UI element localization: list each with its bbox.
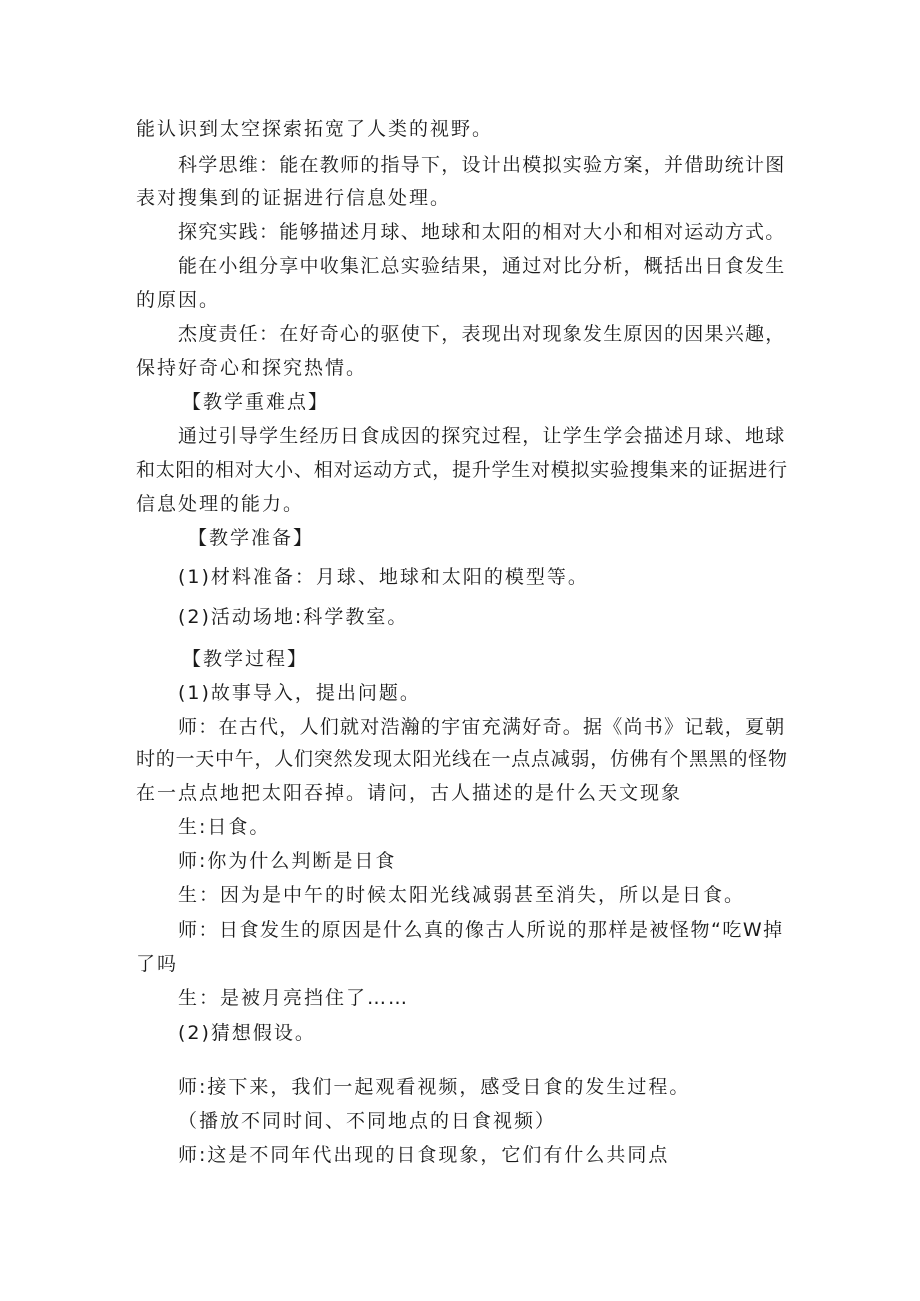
text-line-21: 生:日食。 [178, 816, 271, 838]
text-line-26: 生：是被月亮挡住了…… [178, 987, 410, 1009]
text-line-12: 信息处理的能力。 [136, 493, 305, 515]
text-line-4: 探究实践：能够描述月球、地球和太阳的相对大小和相对运动方式。 [178, 221, 786, 243]
text-line-6: 的原因。 [136, 289, 221, 311]
text-line-15: (2)活动场地:科学教室。 [178, 606, 409, 628]
text-line-7: 杰度责任：在好奇心的驱使下，表现出对现象发生原因的因果兴趣， [178, 323, 786, 345]
text-line-25: 了吗 [136, 953, 179, 975]
text-line-2: 科学思维：能在教师的指导下，设计出模拟实验方案，并借助统计图 [178, 154, 786, 176]
section-heading-preparation: 【教学准备】 [188, 527, 315, 549]
text-line-1: 能认识到太空探索拓宽了人类的视野。 [136, 118, 494, 140]
text-line-17: (1)故事导入，提出问题。 [178, 682, 421, 704]
text-line-23: 生：因为是中午的时候太阳光线减弱甚至消失，所以是日食。 [178, 884, 746, 906]
text-line-28: 师:接下来，我们一起观看视频，感受日食的发生过程。 [178, 1076, 691, 1098]
text-line-30: 师:这是不同年代出现的日食现象，它们有什么共同点 [178, 1144, 670, 1166]
text-line-29: （播放不同时间、不同地点的日食视频） [178, 1110, 557, 1132]
text-line-11: 和太阳的相对大小、相对运动方式，提升学生对模拟实验搜集来的证据进行 [136, 459, 788, 481]
text-line-19: 时的一天中午，人们突然发现太阳光线在一点点减弱，仿佛有个黑黑的怪物 [136, 748, 788, 770]
text-line-22: 师:你为什么判断是日食 [178, 850, 397, 872]
text-line-8: 保持好奇心和探究热情。 [136, 357, 368, 379]
text-line-20: 在一点点地把太阳吞掉。请问，古人描述的是什么天文现象 [136, 782, 683, 804]
text-line-24: 师：日食发生的原因是什么真的像古人所说的那样是被怪物“吃W掉 [178, 919, 784, 941]
text-line-3: 表对搜集到的证据进行信息处理。 [136, 187, 452, 209]
text-line-5: 能在小组分享中收集汇总实验结果，通过对比分析，概括出日食发生 [178, 255, 786, 277]
section-heading-key-points: 【教学重难点】 [182, 391, 330, 413]
text-line-18: 师：在古代，人们就对浩瀚的宇宙充满好奇。据《尚书》记载，夏朝 [178, 716, 786, 738]
text-line-14: (1)材料准备：月球、地球和太阳的模型等。 [178, 566, 589, 588]
section-heading-process: 【教学过程】 [182, 648, 309, 670]
text-line-10: 通过引导学生经历日食成因的探究过程，让学生学会描述月球、地球 [178, 425, 786, 447]
text-line-27: (2)猜想假设。 [178, 1022, 316, 1044]
